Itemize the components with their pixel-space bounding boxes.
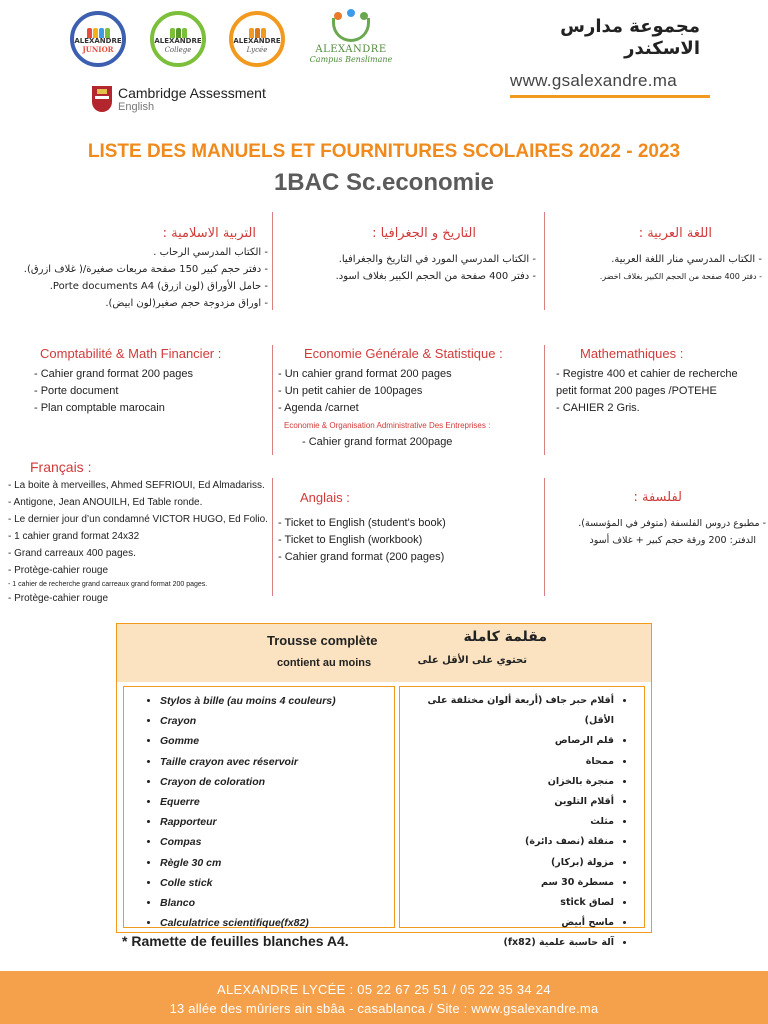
logo-lycee-name: ALEXANDRE [233, 37, 281, 46]
list-item: - حامل الأوراق (لون ازرق) Porte documents A4. [49, 281, 268, 292]
children-figures-icon [87, 24, 110, 38]
subject-title: التربية الاسلامية : [162, 226, 256, 241]
list-item: - Ticket to English (student's book) [278, 517, 446, 529]
footer-address: 13 allée des mûriers ain sbâa - casablanca / Site : www.gsalexandre.ma [169, 1001, 599, 1016]
list-item: petit format 200 pages /POTEHE [556, 385, 717, 397]
list-item: • Equerre [160, 792, 394, 812]
list-item: - Registre 400 et cahier de recherche [556, 368, 738, 380]
cambridge-crest-icon [92, 86, 112, 112]
column-divider [544, 345, 545, 455]
subject-title: Economie Générale & Statistique : [304, 346, 503, 361]
subject-history-geography [278, 226, 536, 285]
list-item: • Calculatrice scientifique(fx82) [160, 913, 394, 933]
list-item: • Règle 30 cm [160, 853, 394, 873]
list-item: - Ticket to English (workbook) [278, 534, 423, 546]
list-item: • قلم الرصاص [400, 731, 614, 751]
subject-title: اللغة العربية : [638, 226, 712, 241]
website-link[interactable]: www.gsalexandre.ma [510, 71, 677, 90]
list-item: - Plan comptable marocain [34, 402, 165, 414]
column-divider [272, 478, 273, 596]
students-figures-icon [249, 24, 266, 38]
list-item: - Porte document [34, 385, 119, 397]
list-item: • Rapporteur [160, 812, 394, 832]
cambridge-assessment-logo [92, 86, 266, 114]
logo-benslimane-name: ALEXANDRE [315, 44, 387, 55]
list-item: • Taille crayon avec réservoir [160, 752, 394, 772]
cambridge-sub: English [118, 100, 155, 113]
subject-philosophie [548, 490, 766, 549]
list-item: • Crayon [160, 711, 394, 731]
footer [0, 971, 768, 1024]
page-title: LISTE DES MANUELS ET FOURNITURES SCOLAIRES 2022 - 2023 [87, 141, 681, 162]
subject-title: Comptabilité & Math Financier : [40, 346, 222, 361]
subject-anglais [278, 490, 540, 566]
list-item: - Un cahier grand format 200 pages [278, 368, 452, 380]
subject-maths [556, 346, 766, 417]
leaf-figures-icon [328, 12, 374, 44]
alexandre-benslimane-logo [306, 12, 396, 84]
alexandre-junior-logo [70, 11, 126, 67]
alexandre-college-logo [150, 11, 206, 67]
list-item: • منقلة (نصف دائرة) [400, 832, 614, 852]
group-name-line2: الاسكندر [624, 38, 700, 59]
subject-economie [278, 346, 540, 451]
subject-islamic [6, 226, 268, 312]
list-item: - الكتاب المدرسي منار اللغة العربية. [611, 254, 762, 265]
logo-junior-sub: JUNIOR [82, 45, 114, 55]
list-item: - الكتاب المدرسي المورد في التاريخ والجغرافيا. [338, 254, 536, 265]
subsection-title: Economie & Organisation Administrative Des Entreprises : [284, 421, 491, 430]
trousse-list-fr [123, 686, 395, 928]
list-item: - Cahier grand format (200 pages) [278, 551, 445, 563]
list-item: • Compas [160, 832, 394, 852]
subject-title: Anglais : [300, 490, 350, 505]
list-item: • أقلام حبر جاف (أربعة ألوان مختلفة على الأقل) [400, 691, 614, 731]
list-item: - 1 cahier grand format 24x32 [8, 531, 140, 542]
group-name-arabic [500, 16, 700, 60]
alexandre-lycee-logo [229, 11, 285, 67]
trousse-subtitle-ar: تحتوي على الأقل على [417, 655, 527, 666]
list-item: - الكتاب المدرسي الرحاب . [153, 247, 268, 258]
list-item: • Blanco [160, 893, 394, 913]
list-item: • مثلث [400, 812, 614, 832]
list-item: - Le dernier jour d’un condamné VICTOR HUGO, Ed Folio. [8, 514, 268, 525]
column-divider [272, 212, 273, 310]
column-divider [544, 478, 545, 596]
list-item: - Cahier grand format 200page [302, 436, 453, 448]
list-item: - دفتر 400 صفحة من الحجم الكبير بغلاف اسود. [335, 271, 536, 282]
list-item: - Antigone, Jean ANOUILH, Ed Table ronde. [8, 497, 203, 508]
logo-benslimane-sub: Campus Benslimane [309, 55, 393, 64]
list-item: • لصاق stick [400, 893, 614, 913]
group-name-line1: مجموعة مدارس [560, 16, 700, 37]
class-name: 1BAC Sc.economie [273, 169, 495, 196]
list-item: • Stylos à bille (au moins 4 couleurs) [160, 691, 394, 711]
list-item: • أقلام التلوين [400, 792, 614, 812]
list-item: • مسطرة 30 سم [400, 873, 614, 893]
list-item: • منجرة بالخزان [400, 772, 614, 792]
subject-title: التاريخ و الجغرافيا : [372, 226, 476, 241]
column-divider [272, 345, 273, 455]
trousse-subtitle-fr: contient au moins [277, 657, 372, 669]
logo-junior-name: ALEXANDRE [74, 36, 122, 45]
list-item: • آلة حاسبة علمية (fx82) [400, 933, 614, 953]
trousse-header [117, 624, 651, 682]
students-figures-icon [170, 24, 187, 38]
logo-lycee-sub: Lycée [246, 45, 268, 54]
list-item: • Gomme [160, 731, 394, 751]
subject-francais [8, 459, 270, 607]
subject-title: لفلسفة : [633, 490, 682, 505]
cambridge-title: Cambridge Assessment [118, 85, 266, 101]
list-item: - Protège-cahier rouge [8, 565, 109, 576]
list-item: - Protège-cahier rouge [8, 593, 109, 604]
list-item: - CAHIER 2 Gris. [556, 402, 640, 414]
list-item: • ماسح أبيض [400, 913, 614, 933]
list-item: - دفتر 400 صفحة من الحجم الكبير بغلاف اخضر. [599, 272, 762, 281]
subject-title: Français : [30, 459, 92, 475]
logo-college-name: ALEXANDRE [154, 37, 202, 46]
list-item: • مزولة (بركار) [400, 853, 614, 873]
website-underline [510, 95, 710, 98]
list-item: الدفتر: 200 ورقة حجم كبير + غلاف أسود [589, 535, 756, 546]
footer-contact: ALEXANDRE LYCÉE : 05 22 67 25 51 / 05 22 35 34 24 [217, 982, 551, 997]
list-item: - Cahier grand format 200 pages [34, 368, 193, 380]
trousse-list-ar [399, 686, 645, 949]
trousse-title-ar: مقلمة كاملة [463, 629, 547, 645]
trousse-title-fr: Trousse complète [267, 633, 378, 648]
column-divider [544, 212, 545, 310]
subject-comptabilite [34, 346, 268, 417]
list-item: - Grand carreaux 400 pages. [8, 548, 136, 559]
list-item: • Colle stick [160, 873, 394, 893]
subject-arabic [548, 226, 762, 285]
ramette-note: * Ramette de feuilles blanches A4. [122, 933, 349, 949]
list-item: - La boite à merveilles, Ahmed SEFRIOUI, Ed Almadariss. [8, 480, 265, 491]
list-item: - Agenda /carnet [278, 402, 359, 414]
logo-college-sub: College [164, 45, 192, 54]
list-item: - 1 cahier de recherche grand carreaux grand format 200 pages. [8, 581, 208, 588]
list-item: - Un petit cahier de 100pages [278, 385, 423, 397]
list-item: - دفتر حجم كبير 150 صفحة مربعات صغيرة/( غلاف ازرق). [23, 264, 268, 275]
subject-title: Mathemathiques : [580, 346, 684, 361]
list-item: • ممحاة [400, 752, 614, 772]
list-item: - اوراق مزدوجة حجم صغير(لون ابيض). [105, 298, 268, 309]
list-item: • Crayon de coloration [160, 772, 394, 792]
list-item: - مطبوع دروس الفلسفة (متوفر في المؤسسة). [578, 518, 766, 529]
